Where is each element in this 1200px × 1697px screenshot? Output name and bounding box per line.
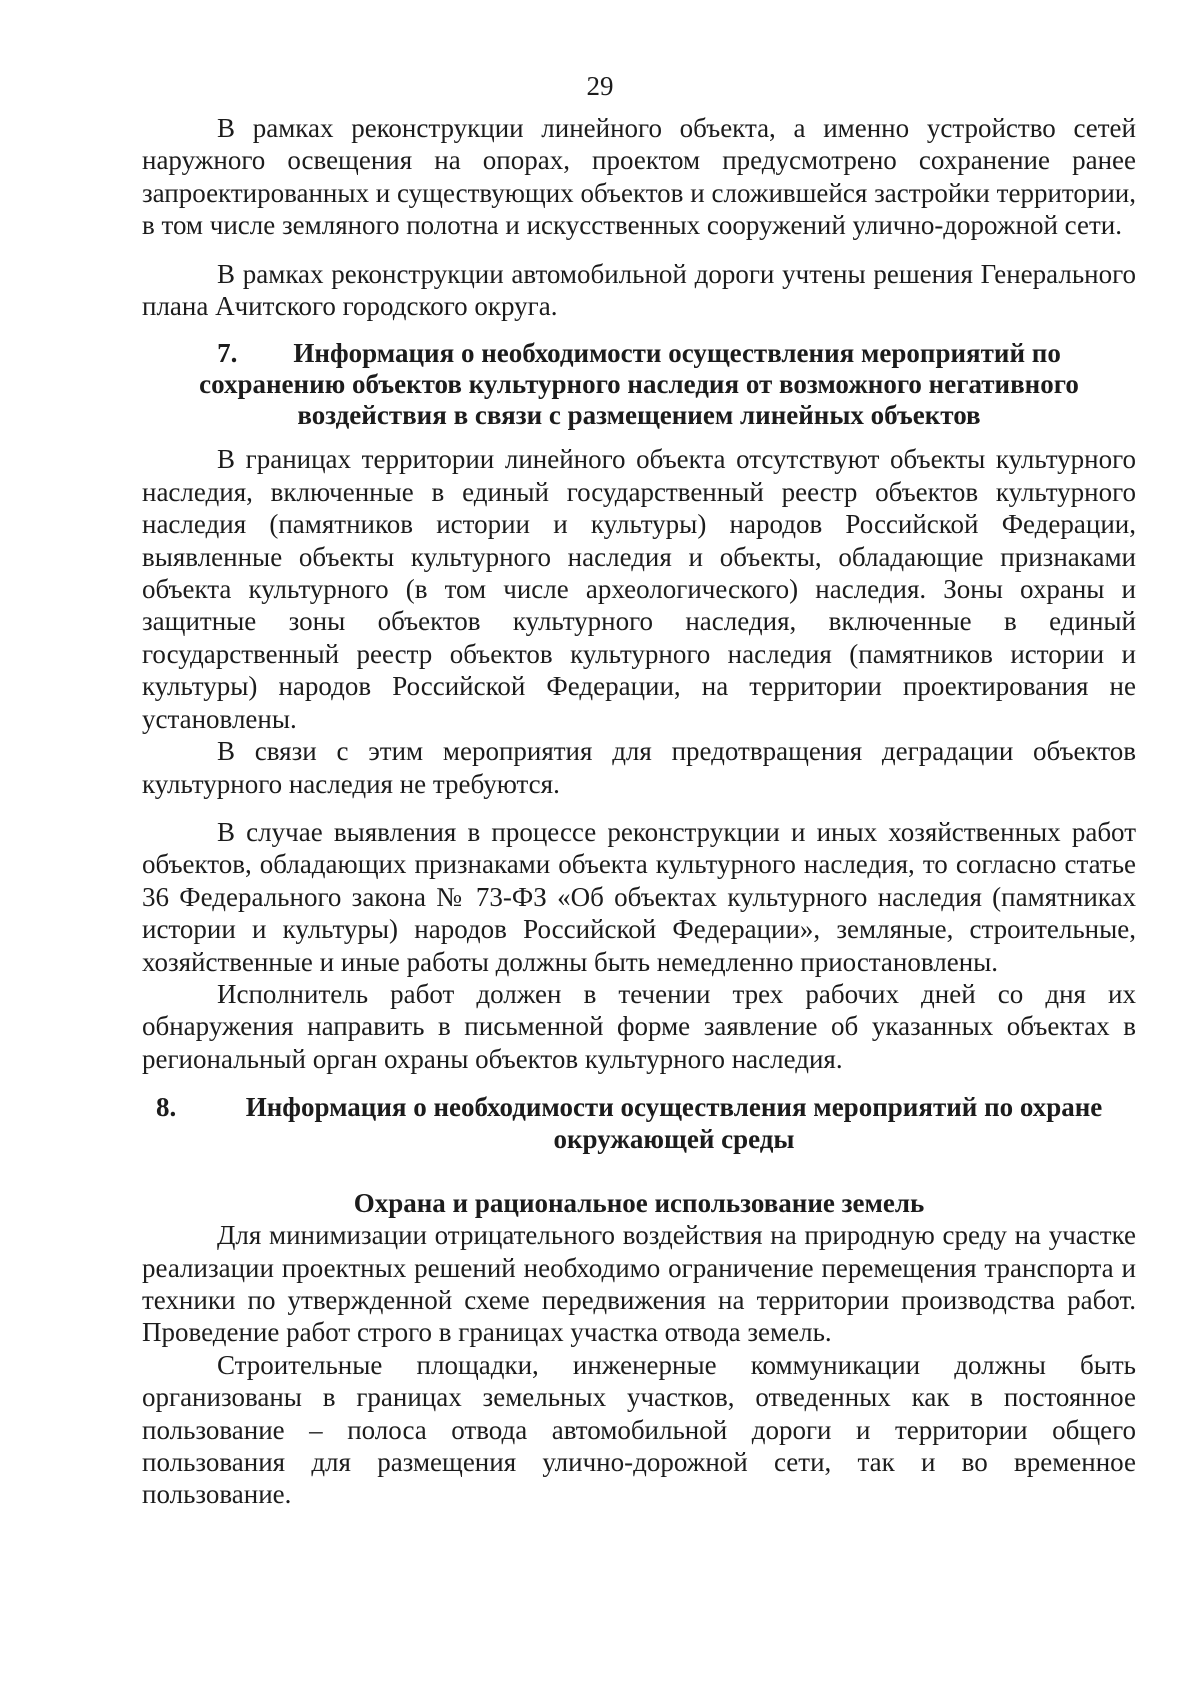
section-8-heading	[142, 1091, 1136, 1155]
section-7-paragraph-3: В случае выявления в процессе реконструкции и иных хозяйственных работ объектов, обладающих признаками объекта культурного наследия, то согласно статье 36 Федерального закона № 73-ФЗ «Об объектах культурного наследия (памятниках истории и культуры) народов Российской Федерации», земляные, строительные, хозяйственные и иные работы должны быть немедленно приостановлены.	[142, 816, 1136, 977]
section-8-title: Информация о необходимости осуществления мероприятий по охране окружающей среды	[245, 1092, 1103, 1155]
section-8-paragraph-2: Строительные площадки, инженерные коммуникации должны быть организованы в границах земельных участков, отведенных как в постоянное пользование – полоса отвода автомобильной дороги и территории общего пользования для размещения улично-дорожной сети, так и во временное пользование.	[142, 1349, 1136, 1510]
section-8-subheading: Охрана и рациональное использование земель	[353, 1188, 925, 1219]
intro-paragraph-1: В рамках реконструкции линейного объекта, а именно устройство сетей наружного освещения на опорах, проектом предусмотрено сохранение ранее запроектированных и существующих объектов и сложившейся застройки территории, в том числе земляного полотна и искусственных сооружений улично-дорожной сети.	[142, 113, 1136, 241]
section-7-heading	[142, 338, 1136, 431]
section-8-number: 8.	[156, 1092, 177, 1123]
section-7-paragraph-2: В связи с этим мероприятия для предотвращения деградации объектов культурного наследия не требуются.	[142, 736, 1136, 799]
section-7-number: 7.	[217, 338, 238, 369]
document-body	[142, 112, 1136, 1511]
section-7-paragraph-4: Исполнитель работ должен в течении трех рабочих дней со дня их обнаружения направить в письменной форме заявление об указанных объектах в региональный орган охраны объектов культурного наследия.	[142, 978, 1136, 1074]
page-number: 29	[586, 71, 614, 101]
section-8-paragraph-1: Для минимизации отрицательного воздействия на природную среду на участке реализации проектных решений необходимо ограничение перемещения транспорта и техники по утвержденной схеме передвижения на территории производства работ. Проведение работ строго в границах участка отвода земель.	[142, 1220, 1136, 1348]
intro-paragraph-2: В рамках реконструкции автомобильной дороги учтены решения Генерального плана Ачитского городского округа.	[142, 258, 1136, 322]
section-7-paragraph-1: В границах территории линейного объекта отсутствуют объекты культурного наследия, включенные в единый государственный реестр объектов культурного наследия (памятников истории и культуры) народов Российской Федерации, выявленные объекты культурного наследия и объекты, обладающие признаками объекта культурного (в том числе археологического) наследия. Зоны охраны и защитные зоны объектов культурного наследия, включенные в единый государственный реестр объектов культурного наследия (памятников истории и культуры) народов Российской Федерации, на территории проектирования не установлены.	[142, 444, 1136, 734]
section-7-title: Информация о необходимости осуществления мероприятий по сохранению объектов культурного наследия от возможного негативного воздействия в связи с размещением линейных объектов	[199, 338, 1079, 431]
